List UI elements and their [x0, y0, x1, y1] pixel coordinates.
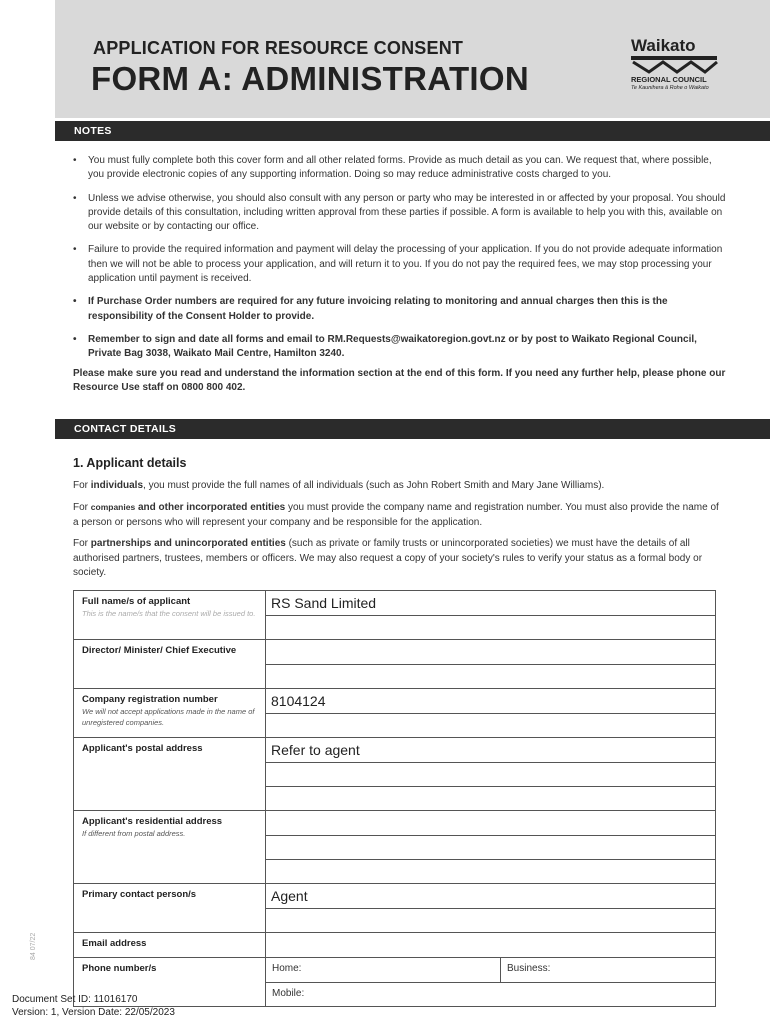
notes-closing: Please make sure you read and understand the information section at the end of this form. If you need any further help, please phone our Resource Use staff on 0800 800 402.	[73, 367, 726, 393]
notes-heading-bar	[55, 121, 770, 141]
residential-address-field[interactable]	[266, 811, 716, 836]
logo-wave-icon	[631, 55, 721, 75]
logo-wordmark: Waikato	[631, 36, 696, 55]
applicant-details-section	[73, 456, 723, 588]
contact-heading-bar	[55, 419, 770, 439]
phone-mobile-field[interactable]: Mobile:	[266, 983, 716, 1007]
document-set-id: Document Set ID: 11016170	[12, 994, 138, 1005]
primary-contact-label-cell: Primary contact person/s	[74, 884, 266, 933]
primary-contact-field[interactable]: Agent	[266, 884, 716, 909]
full-name-field[interactable]: RS Sand Limited	[266, 591, 716, 616]
full-name-label-cell: Full name/s of applicant This is the name/s that the consent will be issued to.	[74, 591, 266, 640]
notes-heading: NOTES	[74, 125, 112, 137]
version-info: Version: 1, Version Date: 22/05/2023	[12, 1006, 175, 1018]
note-item-bold: • If Purchase Order numbers are required for any future invoicing relating to monitoring and annual charges then this is the responsibility of the Consent Holder to provide.	[73, 295, 728, 324]
full-name-field-line2[interactable]	[266, 616, 716, 640]
left-margin	[0, 0, 55, 1024]
primary-contact-field-line2[interactable]	[266, 909, 716, 933]
phone-label-cell: Phone number/s	[74, 958, 266, 1007]
email-field[interactable]	[266, 933, 716, 958]
note-item: • Failure to provide the required information and payment will delay the processing of your application. If you do not provide adequate information then we will not be able to process your application, and will return it to you. If you do not pay the required fees, we may stop processing your application until payment is received.	[73, 243, 728, 286]
postal-address-field-line3[interactable]	[266, 787, 716, 811]
company-registration-field-line2[interactable]	[266, 714, 716, 738]
residential-address-label-cell: Applicant's residential address If different from postal address.	[74, 811, 266, 884]
form-supertitle: APPLICATION FOR RESOURCE CONSENT	[93, 38, 464, 58]
individuals-paragraph: For individuals, you must provide the full names of all individuals (such as John Robert Smith and Mary Jane Williams).	[73, 479, 605, 491]
company-reg-label-cell: Company registration number We will not accept applications made in the name of unregistered companies.	[74, 689, 266, 738]
phone-home-field[interactable]: Home:	[266, 958, 501, 982]
side-form-code: 84 07/22	[30, 932, 37, 960]
phone-row	[266, 958, 716, 983]
phone-business-field[interactable]: Business:	[507, 963, 551, 974]
postal-address-field[interactable]: Refer to agent	[266, 738, 716, 763]
companies-paragraph: For companies and other incorporated entities you must provide the company name and registration number. You must also provide the name of a person or persons who will represent your company and be responsible for the application.	[73, 502, 719, 528]
logo-tagline: Te Kaunihera ā Rohe o Waikato	[631, 85, 709, 91]
logo-subtitle: REGIONAL COUNCIL	[631, 75, 707, 84]
postal-address-field-line2[interactable]	[266, 763, 716, 787]
director-label-cell: Director/ Minister/ Chief Executive	[74, 640, 266, 689]
postal-address-label-cell: Applicant's postal address	[74, 738, 266, 811]
contact-heading: CONTACT DETAILS	[74, 423, 177, 435]
applicant-form-table	[73, 590, 716, 1007]
note-item-bold: • Remember to sign and date all forms and email to RM.Requests@waikatoregion.govt.nz or by post to Waikato Regional Council, Private Bag 3038, Waikato Mail Centre, Hamilton 3240.	[73, 333, 728, 362]
note-item: • You must fully complete both this cover form and all other related forms. Provide as much detail as you can. We request that, where possible, you provide electronic copies of any supporting information. Doing so may reduce administrative costs charged to you.	[73, 154, 728, 183]
waikato-logo	[631, 36, 721, 96]
residential-address-field-line3[interactable]	[266, 860, 716, 884]
document-footer	[12, 994, 175, 1019]
page-title: FORM A: ADMINISTRATION	[91, 60, 529, 97]
residential-address-field-line2[interactable]	[266, 836, 716, 860]
section-title: 1. Applicant details	[73, 456, 187, 470]
director-field-line2[interactable]	[266, 665, 716, 689]
director-field[interactable]	[266, 640, 716, 665]
email-label-cell: Email address	[74, 933, 266, 958]
note-item: • Unless we advise otherwise, you should also consult with any person or party who may be interested in or affected by your proposal. You should provide details of this consultation, including written approval from these parties if possible. A form is available to help you with this, available on our website or by contacting our office.	[73, 192, 728, 235]
company-registration-field[interactable]: 8104124	[266, 689, 716, 714]
partnerships-paragraph: For partnerships and unincorporated entities (such as private or family trusts or unincorporated societies) we must have the details of all authorised partners, trustees, members or officers. We may also request a copy of your society's rules to verify your status as a formal body or society.	[73, 538, 703, 578]
page-header	[55, 0, 770, 118]
notes-section	[73, 154, 728, 395]
